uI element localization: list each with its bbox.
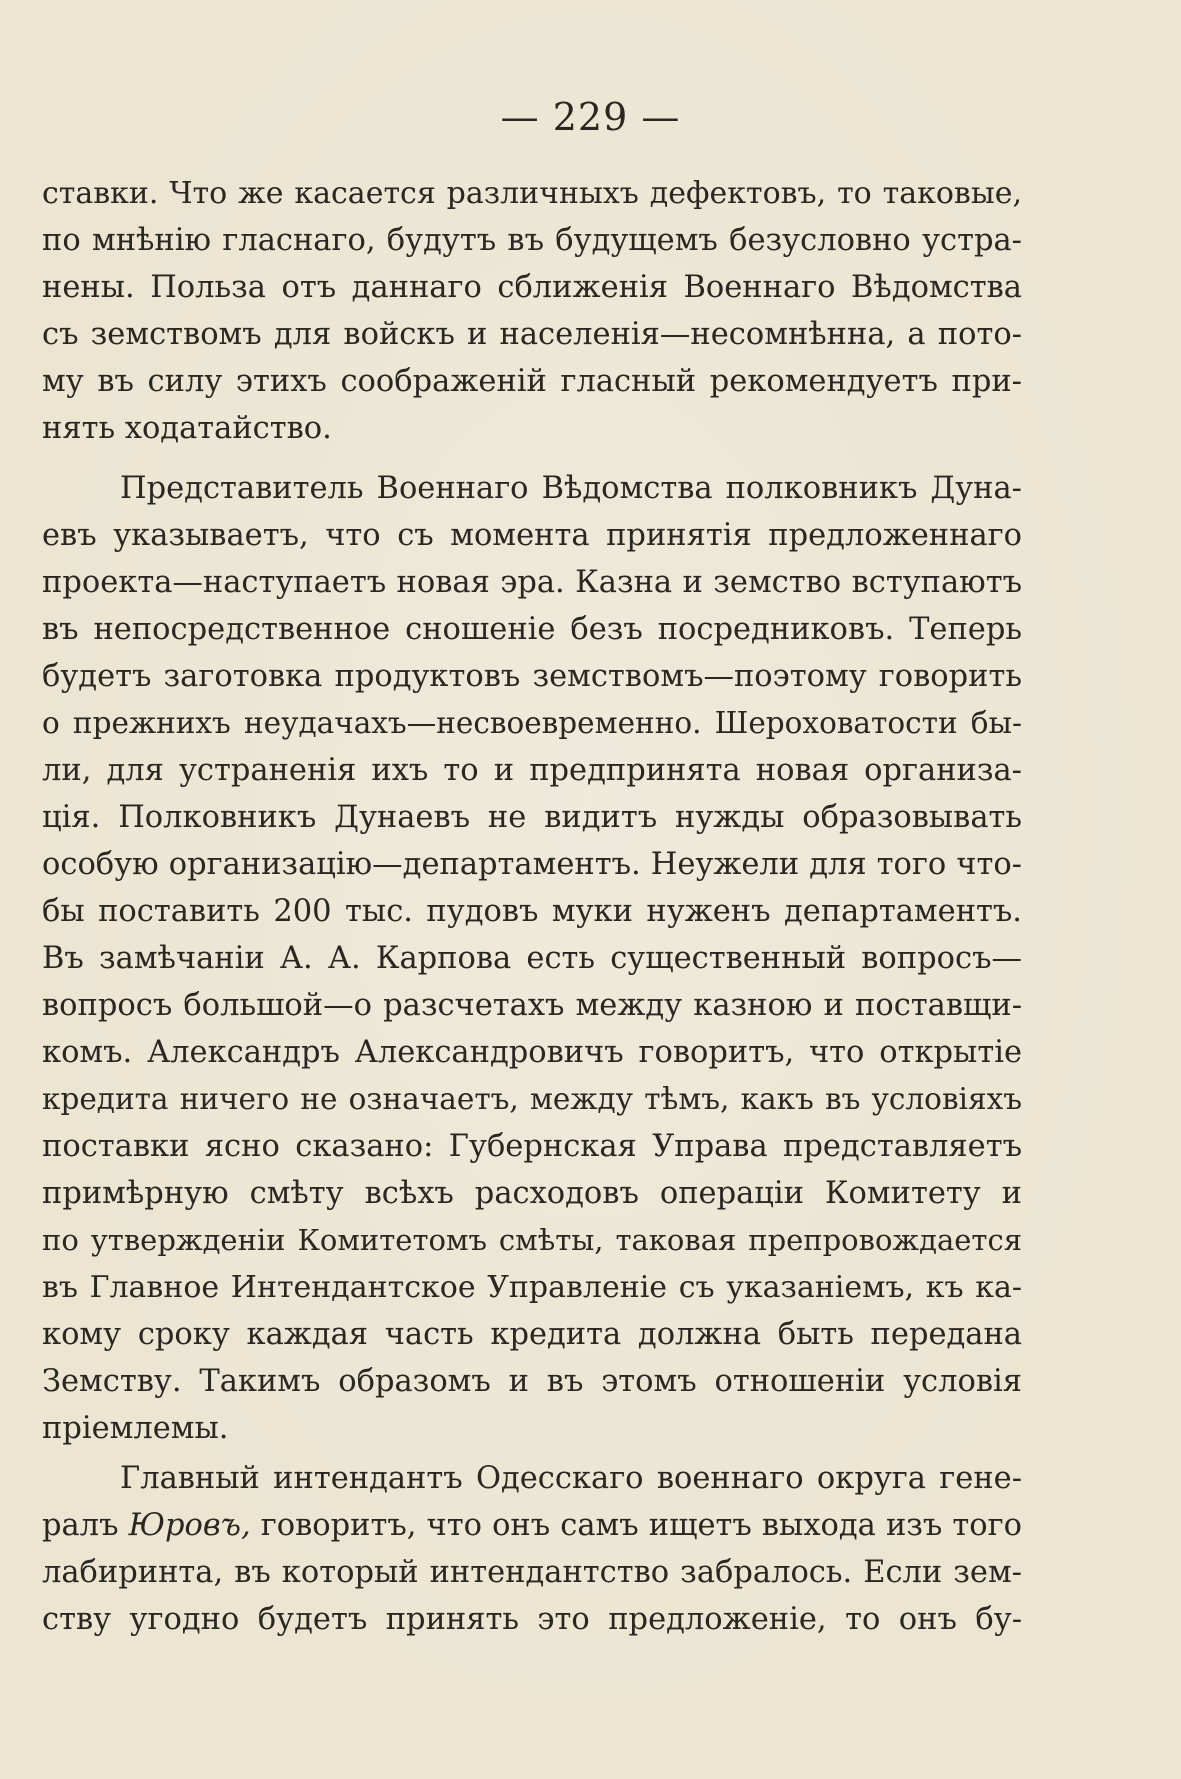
paragraph-3 [42, 1455, 1022, 1643]
text-line: поставки ясно сказано: Губернская Управа представляетъ [42, 1129, 1022, 1164]
text-line: въ непосредственное сношеніе безъ посредниковъ. Теперь [42, 612, 1022, 647]
text-line: Представитель Военнаго Вѣдомства полковникъ Дуна- [120, 471, 1022, 506]
text-fragment: говоритъ, что онъ самъ ищетъ выхода изъ того [250, 1508, 1022, 1543]
text-line: ству угодно будетъ принять это предложеніе, то онъ бу- [42, 1602, 1022, 1637]
text-line: нять ходатайство. [42, 411, 332, 446]
text-line-with-name [42, 1502, 1022, 1549]
text-line: нены. Польза отъ даннаго сближенія Военнаго Вѣдомства [42, 270, 1022, 305]
page-number: — 229 — [500, 95, 681, 139]
text-line: по мнѣнію гласнаго, будутъ въ будущемъ безусловно устра- [42, 223, 1022, 258]
text-line: ли, для устраненія ихъ то и предпринята новая организа- [42, 753, 1022, 788]
text-line: ставки. Что же касается различныхъ дефектовъ, то таковые, [42, 176, 1022, 211]
text-line: съ земствомъ для войскъ и населенія—несомнѣнна, а пото- [42, 317, 1022, 352]
text-line: особую организацію—департаментъ. Неужели для того что- [42, 847, 1022, 882]
text-line: будетъ заготовка продуктовъ земствомъ—поэтому говорить [42, 659, 1022, 694]
text-line: ція. Полковникъ Дунаевъ не видитъ нужды образовывать [42, 800, 1022, 835]
text-line: примѣрную смѣту всѣхъ расходовъ операціи Комитету и [42, 1176, 1022, 1211]
text-line: кому сроку каждая часть кредита должна быть передана [42, 1317, 1022, 1352]
text-line: бы поставить 200 тыс. пудовъ муки нуженъ департаментъ. [42, 894, 1022, 929]
text-line: вопросъ большой—о разсчетахъ между казною и поставщи- [42, 988, 1022, 1023]
paragraph-2 [42, 465, 1022, 1452]
text-line: лабиринта, въ который интендантство забралось. Если зем- [42, 1555, 1022, 1590]
text-line: о прежнихъ неудачахъ—несвоевременно. Шероховатости бы- [42, 706, 1022, 740]
text-line: Въ замѣчаніи А. А. Карпова есть существенный вопросъ— [42, 941, 1022, 976]
text-line: проекта—наступаетъ новая эра. Казна и земство вступаютъ [42, 565, 1022, 600]
text-line: евъ указываетъ, что съ момента принятія предложеннаго [42, 518, 1022, 553]
text-line: Главный интендантъ Одесскаго военнаго округа гене- [120, 1461, 1022, 1496]
text-line: въ Главное Интендантское Управленіе съ указаніемъ, къ ка- [42, 1270, 1022, 1305]
text-line: му въ силу этихъ соображеній гласный рекомендуетъ при- [42, 364, 1022, 399]
person-name: Юровъ, [128, 1508, 251, 1543]
paragraph-1 [42, 170, 1022, 452]
text-line: кредита ничего не означаетъ, между тѣмъ, какъ въ условіяхъ [42, 1082, 1022, 1116]
text-line: комъ. Александръ Александровичъ говоритъ, что открытіе [42, 1035, 1022, 1070]
text-line: Земству. Такимъ образомъ и въ этомъ отношеніи условія [42, 1364, 1022, 1399]
text-fragment: ралъ [42, 1508, 129, 1543]
text-line: по утвержденіи Комитетомъ смѣты, таковая препровождается [42, 1223, 1022, 1257]
text-line: пріемлемы. [42, 1411, 229, 1446]
